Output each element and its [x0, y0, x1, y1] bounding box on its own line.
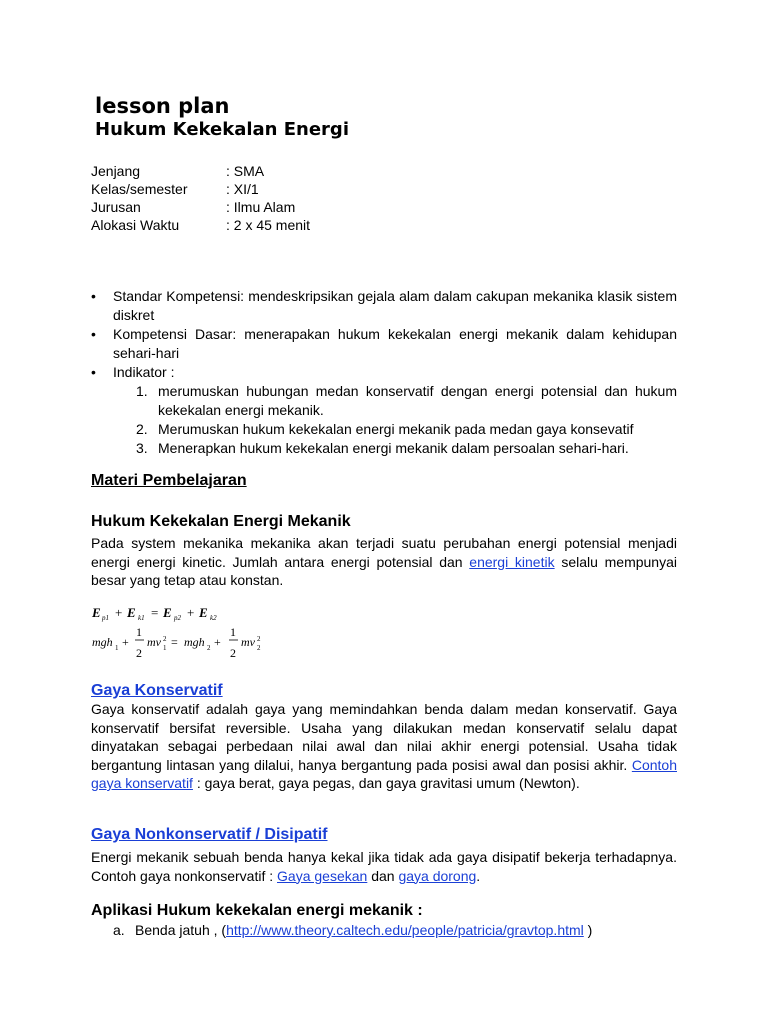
- svg-text:2: 2: [136, 646, 142, 660]
- energy-conservation-formula: [91, 603, 281, 665]
- contoh-gaya-konservatif-link[interactable]: Contoh gaya konservatif: [91, 756, 677, 791]
- gaya-dorong-link[interactable]: gaya dorong: [398, 867, 477, 884]
- svg-text:+: +: [187, 605, 195, 620]
- info-row-jenjang: [91, 162, 310, 180]
- konservatif-text-before: Gaya konservatif adalah gaya yang memindahkan benda dalam medan konservatif. Gaya konservatif bersifat reversible. Usaha yang dilakukan medan konservatif selalu dapat dinyatakan sebagai perbedaan nilai awal dan nilai akhir energi potensial. Usaha tidak bergantung lintasan yang dilalui, hanya bergantung pada posisi awal dan posisi akhir.: [91, 701, 677, 773]
- info-value: : 2 x 45 menit: [226, 217, 311, 233]
- info-label: Kelas/semester: [91, 181, 188, 197]
- svg-text:+: +: [214, 635, 221, 649]
- formula-line1: [91, 605, 217, 622]
- info-value: : Ilmu Alam: [226, 199, 296, 215]
- bullet-text: Indikator :: [113, 364, 175, 380]
- gaya-konservatif-heading-link[interactable]: Gaya Konservatif: [91, 682, 223, 699]
- nonkonservatif-text-before: Energi mekanik sebuah benda hanya kekal jika tidak ada gaya disipatif bekerja terhadapnya. Contoh gaya nonkonservatif :: [91, 849, 677, 884]
- aplikasi-item: [113, 922, 592, 938]
- konservatif-paragraph: [91, 700, 677, 793]
- svg-text:mgh: mgh: [184, 635, 205, 649]
- indikator-text: merumuskan hubungan medan konservatif dengan energi potensial dan hukum kekekalan energi mekanik.: [158, 383, 677, 418]
- svg-text:1: 1: [163, 644, 167, 652]
- formula-line2: [92, 625, 261, 660]
- bullet-dot-icon: •: [91, 326, 96, 342]
- hukum-heading: Hukum Kekekalan Energi Mekanik: [91, 513, 351, 530]
- svg-text:k1: k1: [138, 614, 145, 622]
- gaya-nonkonservatif-heading-link[interactable]: Gaya Nonkonservatif / Disipatif: [91, 826, 328, 843]
- info-value: : SMA: [226, 163, 265, 179]
- svg-text:E: E: [163, 605, 172, 620]
- info-value: : XI/1: [226, 181, 259, 197]
- svg-text:+: +: [115, 605, 123, 620]
- svg-text:2: 2: [163, 635, 167, 643]
- svg-text:mv: mv: [241, 635, 255, 649]
- nonkonservatif-text-mid: dan: [367, 867, 399, 884]
- bullet-kompetensi: [91, 325, 677, 363]
- bullet-text: Kompetensi Dasar: menerapakan hukum kekekalan energi mekanik dalam kehidupan sehari-hari: [113, 326, 677, 361]
- svg-text:2: 2: [207, 644, 211, 652]
- document-subtitle: Hukum Kekekalan Energi: [95, 119, 349, 140]
- info-label: Jurusan: [91, 199, 141, 215]
- info-label: Alokasi Waktu: [91, 217, 180, 233]
- info-table: [91, 162, 310, 234]
- indikator-number: 3.: [136, 440, 148, 456]
- bullet-standar: [91, 287, 677, 325]
- svg-text:=: =: [151, 605, 159, 620]
- nonkonservatif-paragraph: [91, 848, 677, 885]
- nonkonservatif-text-after: .: [476, 867, 481, 884]
- svg-text:p1: p1: [102, 614, 109, 622]
- indikator-item: [91, 382, 677, 420]
- info-row-jurusan: [91, 198, 310, 216]
- svg-text:+: +: [122, 635, 129, 649]
- indikator-text: Merumuskan hukum kekekalan energi mekanik pada medan gaya konsevatif: [158, 421, 634, 437]
- bullet-dot-icon: •: [91, 288, 96, 304]
- gravtop-url-link[interactable]: http://www.theory.caltech.edu/people/patricia/gravtop.html: [226, 922, 584, 938]
- bullet-text: Standar Kompetensi: mendeskripsikan gejala alam dalam cakupan mekanika klasik sistem diskret: [113, 288, 677, 323]
- svg-text:2: 2: [257, 635, 261, 643]
- bullet-indikator: [91, 363, 677, 382]
- aplikasi-heading: Aplikasi Hukum kekekalan energi mekanik :: [91, 902, 423, 919]
- svg-text:mgh: mgh: [92, 635, 113, 649]
- svg-text:E: E: [199, 605, 208, 620]
- aplikasi-item-text: Benda jatuh , (: [135, 922, 227, 938]
- bullet-dot-icon: •: [91, 364, 96, 380]
- svg-text:E: E: [92, 605, 101, 620]
- hukum-text-after: selalu mempunyai besar yang tetap atau konstan.: [91, 553, 677, 588]
- energi-kinetik-link[interactable]: energi kinetik: [469, 553, 555, 570]
- svg-text:p2: p2: [174, 614, 181, 622]
- gaya-gesekan-link[interactable]: Gaya gesekan: [277, 867, 368, 884]
- materi-heading: Materi Pembelajaran: [91, 472, 247, 489]
- svg-text:1: 1: [136, 625, 142, 639]
- svg-text:mv: mv: [147, 635, 161, 649]
- hukum-text-before: Pada system mekanika mekanika akan terjadi suatu perubahan energi potensial menjadi energi energi kinetic. Jumlah antara energi potensial dan: [91, 535, 677, 570]
- indikator-item: [91, 439, 677, 458]
- info-label: Jenjang: [91, 163, 141, 179]
- indikator-item: [91, 420, 677, 439]
- svg-text:=: =: [171, 635, 178, 649]
- info-row-kelas: [91, 180, 310, 198]
- svg-text:2: 2: [230, 646, 236, 660]
- svg-text:k2: k2: [210, 614, 217, 622]
- document-title: lesson plan: [95, 94, 230, 118]
- info-row-alokasi: [91, 216, 310, 234]
- svg-text:2: 2: [257, 644, 261, 652]
- indikator-text: Menerapkan hukum kekekalan energi mekanik dalam persoalan sehari-hari.: [158, 440, 629, 456]
- aplikasi-item-end: ): [583, 922, 593, 938]
- indikator-number: 2.: [136, 421, 148, 437]
- svg-text:1: 1: [230, 625, 236, 639]
- svg-text:1: 1: [115, 644, 119, 652]
- competency-list: [91, 287, 677, 458]
- aplikasi-item-number: a.: [113, 922, 125, 938]
- konservatif-text-after: : gaya berat, gaya pegas, dan gaya gravitasi umum (Newton).: [192, 775, 580, 791]
- svg-text:E: E: [127, 605, 136, 620]
- indikator-number: 1.: [136, 383, 148, 399]
- hukum-paragraph: [91, 534, 677, 590]
